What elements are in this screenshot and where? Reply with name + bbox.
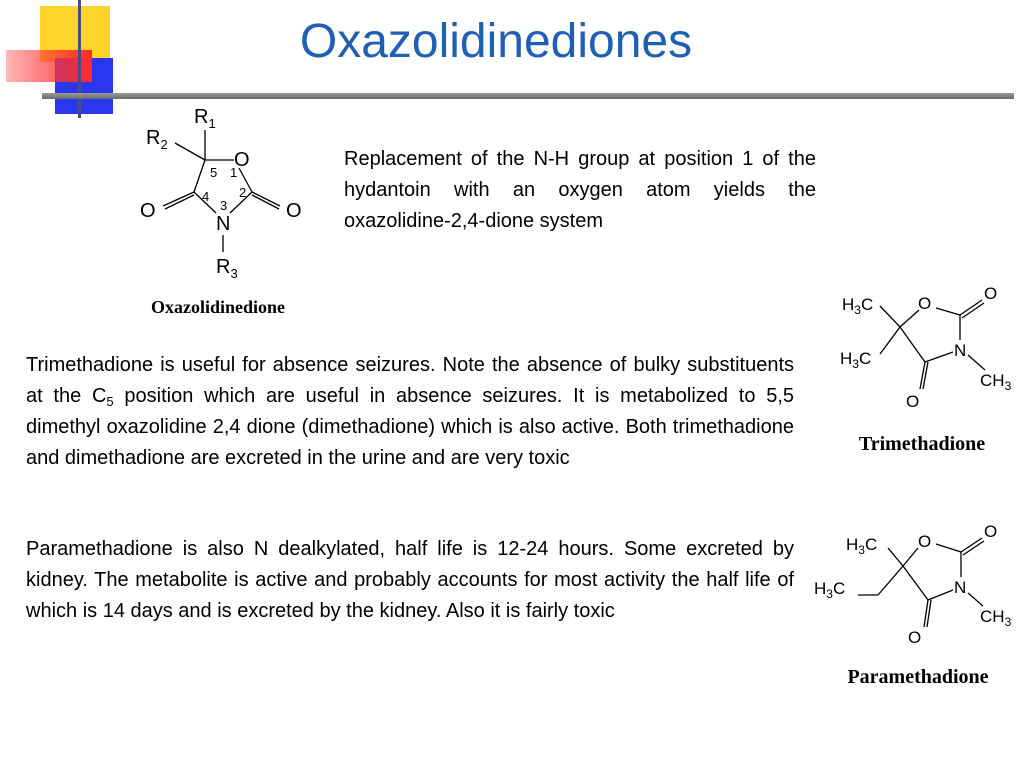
trimethadione-text-part2: position which are useful in absence seizures. It is metabolized to 5,5 dimethyl oxazolidine 2,4 dione (dimethadione) which is also active. Both trimethadione and dimethadione are excreted in the urine and are very toxic [26, 385, 794, 469]
core-ring-oxygen: O [234, 149, 250, 171]
paramethadione-ring-nitrogen: N [954, 578, 967, 597]
core-ring-nitrogen: N [216, 213, 231, 235]
trimethadione-text-part1: Trimethadione is useful for absence seizures. Note the absence of bulky substituents at the C [26, 354, 794, 407]
paramethadione-ethyl-terminal: $H_3C$ [814, 579, 846, 601]
trimethadione-methyl-b: $H_3C$ [840, 349, 872, 371]
oxazolidinedione-caption: Oxazolidinedione [150, 297, 285, 317]
trimethadione-carbonyl-oxygen-top: O [984, 284, 998, 303]
paramethadione-carbonyl-oxygen-bottom: O [908, 628, 922, 647]
trimethadione-ring-nitrogen: N [954, 341, 967, 360]
paramethadione-paragraph: Paramethadione is also N dealkylated, half life is 12-24 hours. Some excreted by kidney. The metabolite is active and probably accounts for most activity the half life of which is 14 days and is excreted by the kidney. Also it is fairly toxic [26, 538, 794, 622]
title-rule [42, 93, 1014, 99]
paramethadione-caption: Paramethadione [847, 666, 989, 688]
position-3: 3 [220, 198, 228, 213]
position-5: 5 [210, 165, 218, 180]
position-2: 2 [239, 185, 247, 200]
position-1: 1 [230, 165, 238, 180]
paramethadione-n-methyl: $CH_3$ [980, 607, 1012, 629]
intro-paragraph: Replacement of the N-H group at position 1 of the hydantoin with an oxygen atom yields the oxazolidine-2,4-dione system [344, 148, 816, 232]
core-r3-label: $R_3$ [216, 256, 238, 281]
trimethadione-carbonyl-oxygen-bottom: O [906, 392, 920, 411]
paramethadione-structure [810, 520, 1022, 650]
core-r2-label: $R_2$ [146, 127, 168, 152]
trimethadione-methyl-a: $H_3C$ [842, 295, 874, 317]
trimethadione-paragraph [26, 350, 794, 474]
oxazolidinedione-structure [130, 100, 320, 285]
trimethadione-n-methyl: $CH_3$ [980, 371, 1012, 393]
position-4: 4 [202, 189, 210, 204]
core-left-carbonyl-oxygen: O [140, 200, 156, 222]
paramethadione-ring-oxygen: O [918, 532, 932, 551]
core-r1-label: $R_1$ [194, 106, 216, 131]
core-right-carbonyl-oxygen: O [286, 200, 302, 222]
c5-subscript: 5 [106, 394, 114, 409]
page-title: Oxazolidinediones [299, 15, 693, 68]
paramethadione-methyl: $H_3C$ [846, 535, 878, 557]
trimethadione-caption: Trimethadione [858, 433, 986, 455]
trimethadione-structure [830, 282, 1020, 412]
trimethadione-ring-oxygen: O [918, 294, 932, 313]
paramethadione-carbonyl-oxygen-top: O [984, 522, 998, 541]
